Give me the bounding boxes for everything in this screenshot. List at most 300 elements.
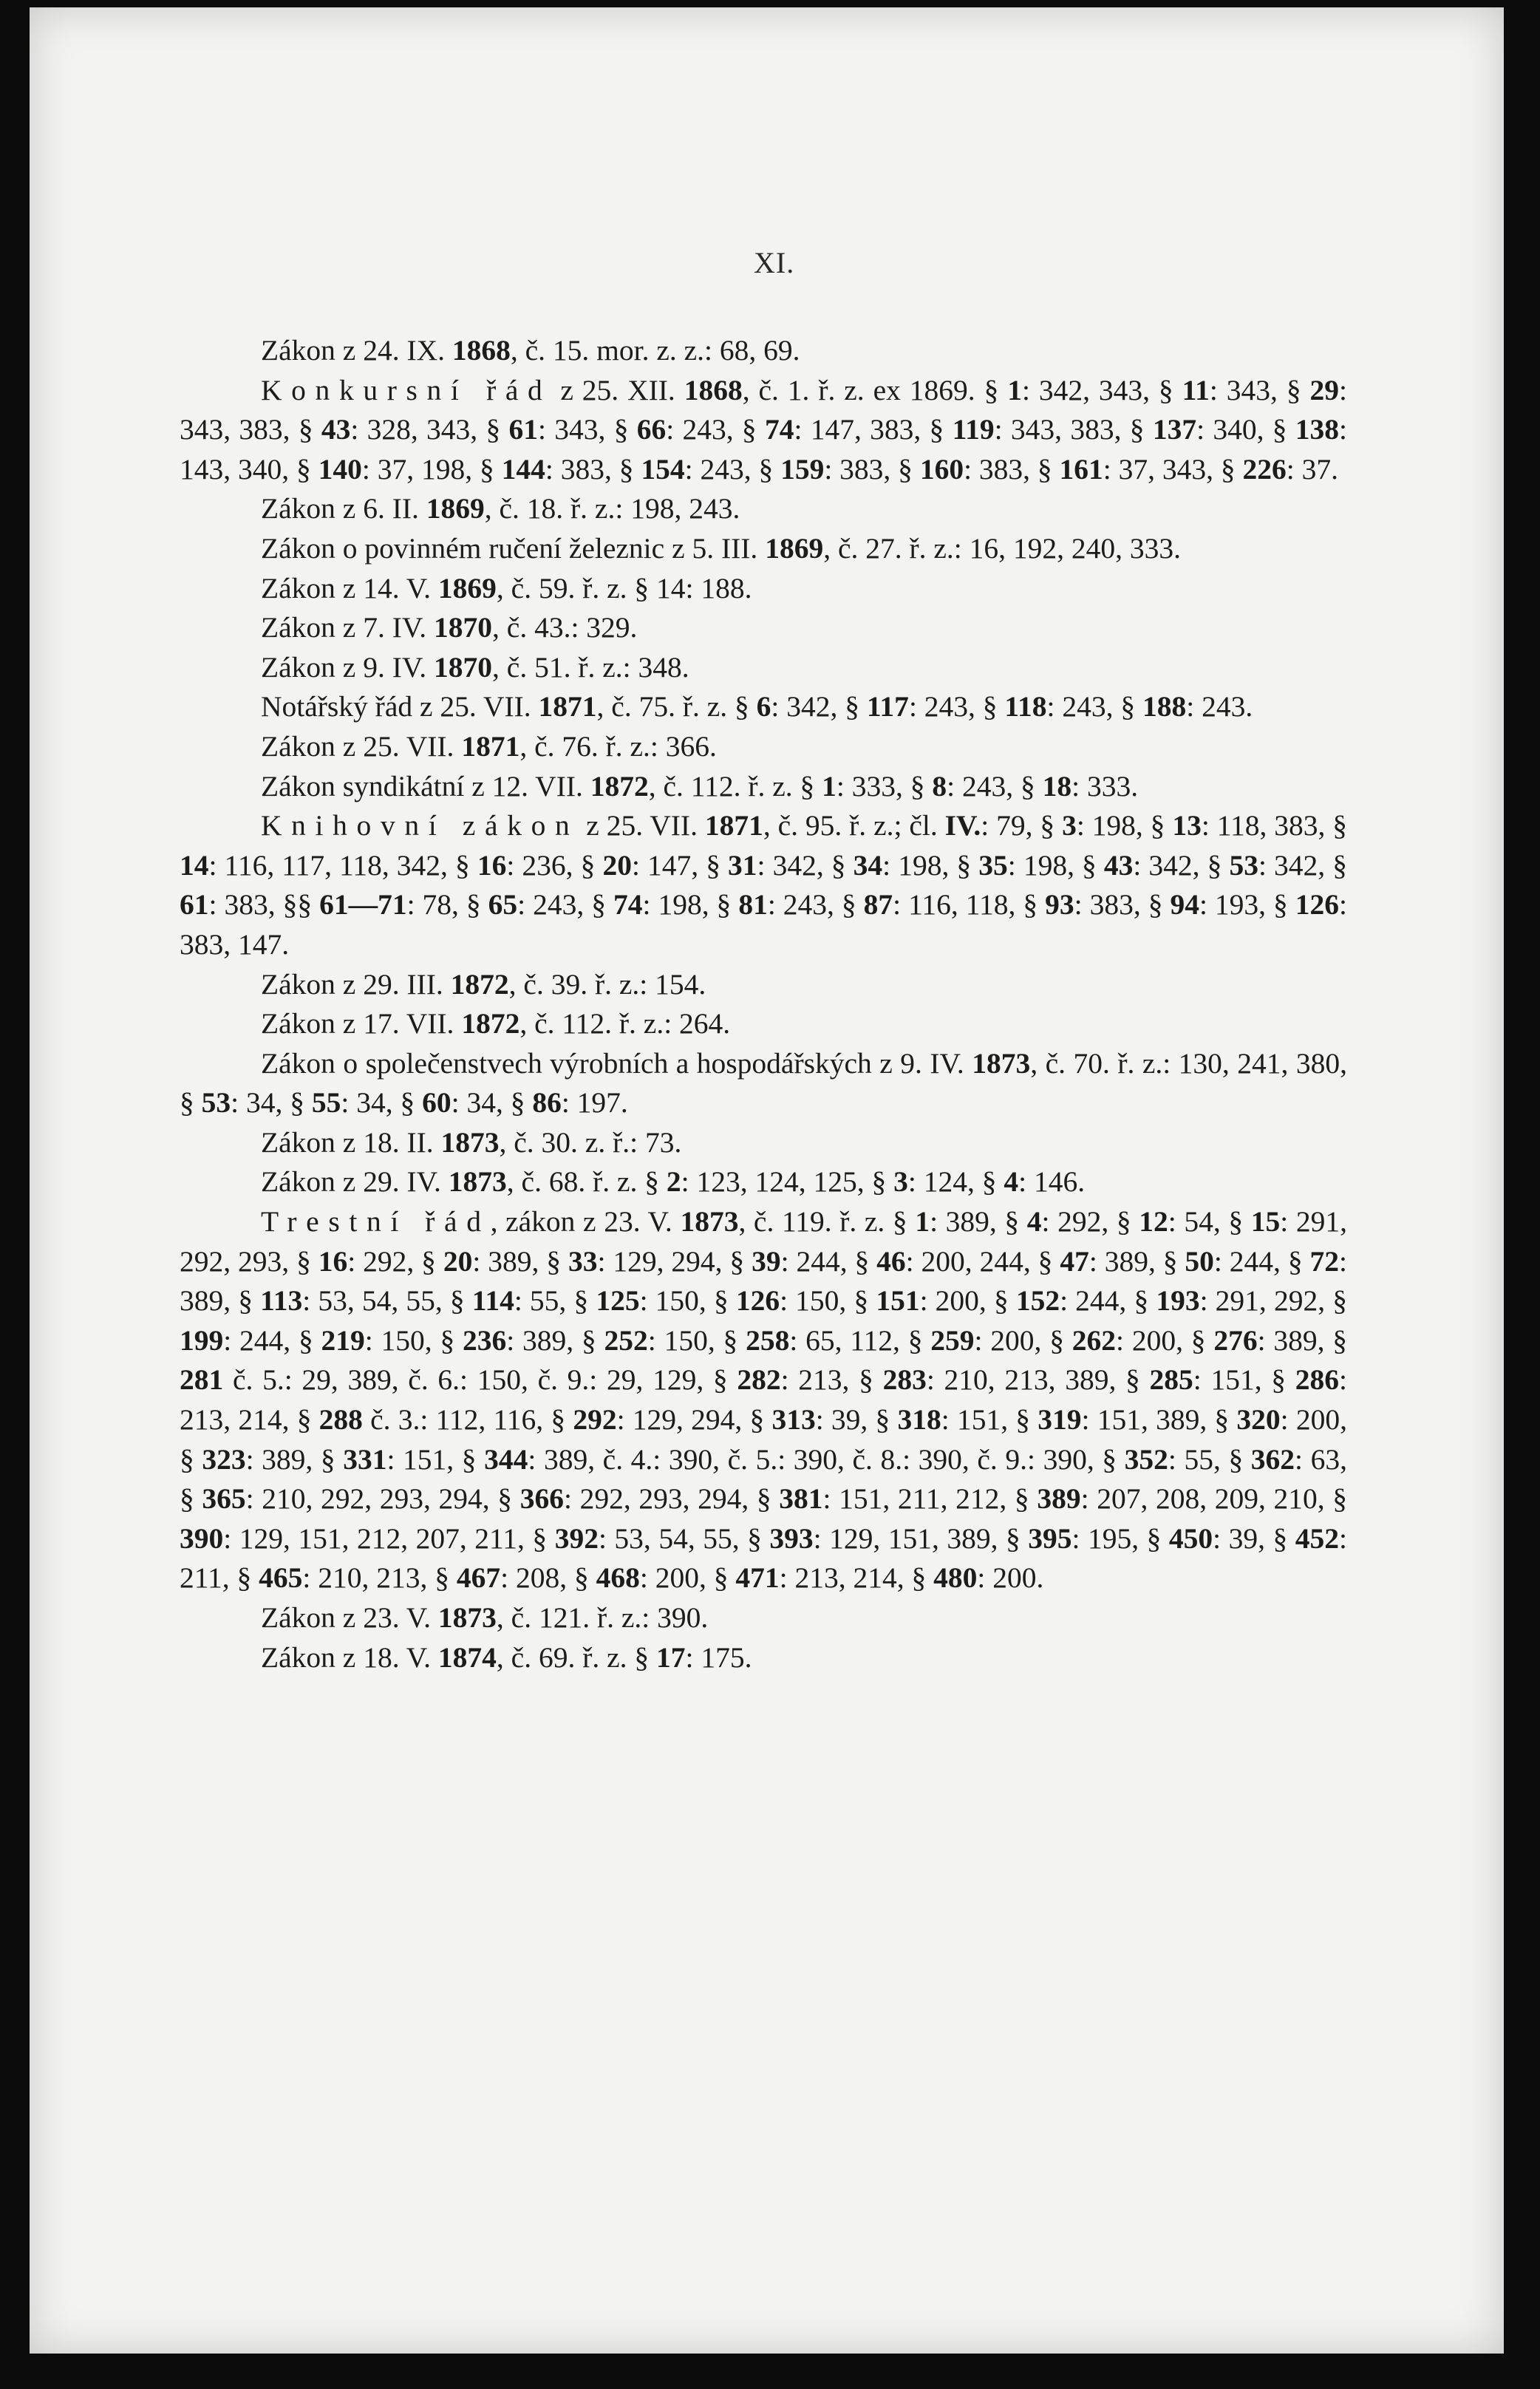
entry-bold-number: 4: [1004, 1165, 1019, 1199]
index-entry: [180, 727, 1347, 767]
entry-text: z 25. VII.: [579, 809, 705, 842]
entry-text: : 243, §: [517, 888, 613, 921]
entry-text: , č. 27. ř. z.: 16, 192, 240, 333.: [823, 531, 1182, 565]
entry-bold-number: 467: [456, 1561, 501, 1595]
entry-text: : 53, 54, 55, §: [302, 1284, 472, 1318]
entry-bold-number: 74: [613, 888, 643, 921]
entry-text: : 78, §: [406, 888, 488, 921]
entry-bold-number: 60: [422, 1086, 452, 1119]
entry-bold-number: 2: [666, 1165, 681, 1199]
entry-bold-number: 43: [1103, 848, 1134, 882]
entry-text: , č. 30. z. ř.: 73.: [499, 1125, 682, 1159]
entry-bold-number: 137: [1152, 413, 1197, 446]
entry-text: : 211, §: [180, 1521, 1347, 1595]
entry-text: : 343, §: [1209, 373, 1310, 406]
entry-text: : 34, §: [451, 1086, 533, 1119]
entry-text: : 210, 213, §: [302, 1561, 457, 1595]
entry-bold-number: 20: [602, 848, 632, 882]
entry-text: : 151, §: [386, 1442, 485, 1476]
entry-text: : 342, §: [757, 848, 854, 882]
index-entry: [180, 569, 1347, 609]
entry-text: : 55, §: [514, 1284, 596, 1318]
entry-text: : 383, §§: [208, 888, 320, 921]
entry-bold-number: 1869: [437, 571, 497, 604]
entry-bold-number: 113: [260, 1284, 303, 1318]
entry-text: : 193, §: [1199, 888, 1295, 921]
entry-text: : 207, 208, 209, 210, §: [1080, 1482, 1347, 1516]
entry-bold-number: 1874: [437, 1640, 497, 1674]
entry-bold-number: 159: [780, 452, 825, 485]
index-entry: [180, 687, 1347, 727]
index-entry: [180, 806, 1347, 964]
entry-text: : 213, 214, §: [779, 1561, 934, 1595]
entry-bold-number: 87: [863, 888, 893, 921]
entry-text: : 150, §: [780, 1284, 876, 1318]
entry-bold-number: 114: [471, 1284, 514, 1318]
entry-text: , zákon z 23. V.: [490, 1205, 681, 1238]
entry-text: : 151, §: [941, 1403, 1038, 1437]
index-entry: [180, 767, 1347, 807]
entry-text: : 150, §: [647, 1323, 746, 1357]
entry-text: : 244, §: [780, 1244, 877, 1278]
entry-text: , č. 18. ř. z.: 198, 243.: [484, 492, 740, 525]
entry-bold-number: 31: [728, 848, 757, 882]
entry-text: : 200, §: [639, 1561, 736, 1595]
entry-text: : 198, §: [882, 848, 979, 882]
entry-bold-number: 34: [853, 848, 883, 882]
entry-bold-number: 46: [876, 1244, 906, 1278]
entry-text: : 198, §: [1076, 809, 1173, 842]
entry-text: : 383, §: [545, 452, 641, 485]
entry-text: : 65, 112, §: [789, 1323, 931, 1357]
entry-bold-number: 188: [1142, 690, 1187, 723]
entry-bold-number: 8: [932, 769, 947, 802]
entry-bold-number: 381: [779, 1482, 823, 1516]
entry-text: , č. 75. ř. z. §: [596, 690, 757, 723]
entry-text: : 243.: [1186, 690, 1253, 723]
entry-text: Zákon syndikátní z 12. VII.: [261, 769, 590, 802]
entry-text: : 389, §: [245, 1442, 344, 1476]
entry-bold-number: 1872: [590, 769, 649, 802]
entry-text: : 39, §: [1213, 1521, 1295, 1555]
entry-text: : 208, §: [500, 1561, 596, 1595]
entry-text: , č. 51. ř. z.: 348.: [492, 650, 689, 684]
entry-bold-number: 125: [596, 1284, 640, 1318]
entry-text: : 123, 124, 125, §: [681, 1165, 894, 1199]
entry-bold-number: 471: [735, 1561, 780, 1595]
page-number: XI.: [754, 246, 795, 279]
entry-text: : 124, §: [907, 1165, 1004, 1199]
entry-text: : 200.: [977, 1561, 1044, 1595]
entry-bold-number: 151: [876, 1284, 920, 1318]
entry-bold-number: 12: [1139, 1205, 1168, 1238]
entry-bold-number: 288: [318, 1403, 363, 1437]
entry-bold-number: 161: [1059, 452, 1103, 485]
entry-text: Zákon z 24. IX.: [261, 334, 452, 367]
entry-text: : 34, §: [231, 1086, 312, 1119]
entry-bold-number: 390: [180, 1521, 224, 1555]
entry-text: : 244, §: [1213, 1244, 1310, 1278]
entry-bold-number: 262: [1071, 1323, 1117, 1357]
entry-bold-number: 53: [1229, 848, 1258, 882]
entry-bold-number: 33: [568, 1244, 598, 1278]
entry-bold-number: 20: [443, 1244, 473, 1278]
entry-bold-number: 393: [769, 1521, 814, 1555]
entry-bold-number: 199: [180, 1323, 224, 1357]
book-page: [30, 7, 1504, 2354]
entry-bold-number: 86: [532, 1086, 562, 1119]
entry-text: , č. 95. ř. z.; čl.: [763, 809, 945, 842]
entry-bold-number: 395: [1028, 1521, 1072, 1555]
entry-text: č. 3.: 112, 116, §: [362, 1403, 573, 1437]
entry-bold-number: 219: [321, 1323, 365, 1357]
entry-bold-number: 281: [180, 1363, 224, 1397]
entry-text: Zákon o společenstvech výrobních a hospodářských z 9. IV.: [261, 1046, 972, 1080]
entry-text: Zákon z 23. V.: [261, 1601, 438, 1634]
entry-bold-number: 362: [1250, 1442, 1295, 1476]
entry-text: : 243, §: [1046, 690, 1142, 723]
entry-bold-number: 286: [1295, 1363, 1339, 1397]
entry-bold-number: 16: [318, 1244, 348, 1278]
index-entry: [180, 1004, 1347, 1044]
entry-bold-number: 1873: [972, 1046, 1031, 1080]
entry-text: : 55, §: [1168, 1442, 1251, 1476]
entry-text: : 198, §: [642, 888, 739, 921]
entry-bold-number: 61—71: [319, 888, 407, 921]
index-entry: [180, 489, 1347, 529]
entry-text: : 389, §: [1088, 1244, 1185, 1278]
entry-bold-number: 66: [636, 413, 667, 446]
entry-text: : 200, §: [974, 1323, 1072, 1357]
entry-bold-number: 1: [1007, 373, 1022, 406]
entry-bold-number: 16: [477, 848, 507, 882]
entry-text: : 150, §: [639, 1284, 736, 1318]
entry-bold-number: 283: [882, 1363, 927, 1397]
entry-bold-number: 1871: [461, 729, 520, 763]
entry-text: : 34, §: [341, 1086, 423, 1119]
entry-text: : 210, 292, 293, 294, §: [245, 1482, 520, 1516]
entry-bold-number: 1872: [461, 1007, 520, 1040]
entry-bold-number: 154: [641, 452, 685, 485]
index-entry: [180, 1044, 1347, 1123]
entry-text: Zákon z 18. V.: [261, 1640, 438, 1674]
entry-text: : 342, 343, §: [1021, 373, 1182, 406]
entry-text: : 147, §: [631, 848, 729, 882]
entry-text: : 383, §: [964, 452, 1060, 485]
entry-text: , č. 59. ř. z. § 14: 188.: [496, 571, 752, 604]
index-entry: [180, 1123, 1347, 1163]
entry-bold-number: 365: [202, 1482, 246, 1516]
entry-bold-number: 61: [180, 888, 209, 921]
entry-bold-number: 331: [343, 1442, 387, 1476]
index-entry: [180, 608, 1347, 648]
entry-text: : 195, §: [1071, 1521, 1169, 1555]
index-entry: [180, 1162, 1347, 1202]
entry-bold-number: 252: [604, 1323, 648, 1357]
entry-text: Zákon o povinném ručení železnic z 5. III.: [261, 531, 766, 565]
entry-text: , č. 112. ř. z. §: [648, 769, 822, 802]
entry-text: : 147, 383, §: [794, 413, 953, 446]
index-entry: [180, 331, 1347, 371]
entry-text: : 389, §: [180, 1244, 1347, 1318]
entry-bold-number: 450: [1168, 1521, 1213, 1555]
entry-bold-number: 15: [1250, 1205, 1281, 1238]
entry-bold-number: 1871: [704, 809, 763, 842]
index-entry: [180, 1638, 1347, 1678]
entry-text: : 151, §: [1193, 1363, 1295, 1397]
entry-text: , č. 76. ř. z.: 366.: [519, 729, 717, 763]
entry-spaced-title: Knihovní zákon: [261, 809, 579, 842]
entry-text: : 146.: [1018, 1165, 1086, 1199]
entry-bold-number: 18: [1042, 769, 1072, 802]
entry-bold-number: 1873: [448, 1165, 507, 1199]
entry-text: : 389, §: [506, 1323, 604, 1357]
entry-text: : 291, 292, §: [1199, 1284, 1347, 1318]
entry-text: : 79, §: [981, 809, 1063, 842]
entry-text: : 244, §: [223, 1323, 321, 1357]
entry-bold-number: 323: [202, 1442, 246, 1476]
entry-bold-number: 43: [321, 413, 351, 446]
index-entry: [180, 371, 1347, 490]
entry-bold-number: 144: [501, 452, 545, 485]
entry-text: , č. 1. ř. z. ex 1869. §: [742, 373, 1008, 406]
entry-bold-number: 11: [1182, 373, 1210, 406]
entry-bold-number: 352: [1124, 1442, 1168, 1476]
entry-bold-number: IV.: [944, 809, 981, 842]
entry-bold-number: 160: [919, 452, 964, 485]
entry-bold-number: 1873: [440, 1125, 500, 1159]
entry-bold-number: 74: [764, 413, 794, 446]
entry-text: : 383, §: [1074, 888, 1171, 921]
entry-bold-number: 126: [1295, 888, 1340, 921]
entry-text: Zákon z 18. II.: [261, 1125, 441, 1159]
entry-bold-number: 1872: [450, 967, 509, 1001]
entry-text: Zákon z 17. VII.: [261, 1007, 462, 1040]
entry-text: : 54, §: [1168, 1205, 1251, 1238]
entry-text: Zákon z 6. II.: [261, 492, 426, 525]
entry-bold-number: 29: [1309, 373, 1339, 406]
index-entry: [180, 529, 1347, 569]
entry-bold-number: 4: [1026, 1205, 1042, 1238]
entry-text: : 243, §: [908, 690, 1005, 723]
index-entry: [180, 648, 1347, 688]
index-entry: [180, 1598, 1347, 1638]
entry-text: , č. 69. ř. z. §: [496, 1640, 657, 1674]
entry-text: : 340, §: [1196, 413, 1295, 446]
entry-text: : 342, §: [1133, 848, 1230, 882]
entry-text: : 213, 214, §: [180, 1363, 1347, 1437]
entry-bold-number: 39: [752, 1244, 781, 1278]
entry-text: , č. 43.: 329.: [492, 611, 638, 644]
entry-bold-number: 313: [771, 1403, 816, 1437]
entry-text: , č. 121. ř. z.: 390.: [496, 1601, 709, 1634]
entry-text: : 383, §: [824, 452, 920, 485]
entry-bold-number: 14: [180, 848, 209, 882]
entry-bold-number: 226: [1242, 452, 1287, 485]
entry-text: : 343, 383, §: [180, 373, 1347, 446]
entry-text: : 243, §: [666, 413, 765, 446]
entry-text: : 151, 389, §: [1081, 1403, 1237, 1437]
entry-text: : 243, §: [767, 888, 864, 921]
entry-bold-number: 452: [1295, 1521, 1339, 1555]
entry-bold-number: 389: [1037, 1482, 1081, 1516]
entry-bold-number: 1870: [434, 650, 493, 684]
entry-text: : 197.: [561, 1086, 628, 1119]
entry-text: : 37, 343, §: [1103, 452, 1243, 485]
entry-bold-number: 1869: [765, 531, 824, 565]
entry-text: Zákon z 9. IV.: [261, 650, 435, 684]
entry-bold-number: 468: [596, 1561, 640, 1595]
entry-text: : 328, 343, §: [350, 413, 509, 446]
entry-text: : 389, č. 4.: 390, č. 5.: 390, č. 8.: 390, č. 9.: 390, §: [528, 1442, 1125, 1476]
entry-spaced-title: Trestní řád: [261, 1205, 491, 1238]
entry-bold-number: 292: [573, 1403, 617, 1437]
entry-bold-number: 1868: [452, 334, 511, 367]
entry-text: : 342, §: [1258, 848, 1347, 882]
entry-bold-number: 126: [735, 1284, 780, 1318]
entry-text: : 389, §: [930, 1205, 1027, 1238]
entry-text: : 292, 293, 294, §: [563, 1482, 780, 1516]
entry-bold-number: 1: [822, 769, 837, 802]
entry-bold-number: 119: [952, 413, 995, 446]
entry-bold-number: 53: [201, 1086, 231, 1119]
entry-text: z 25. XII.: [551, 373, 684, 406]
entry-bold-number: 3: [893, 1165, 908, 1199]
entry-bold-number: 319: [1038, 1403, 1082, 1437]
entry-text: : 243, §: [947, 769, 1043, 802]
entry-text: : 244, §: [1060, 1284, 1156, 1318]
entry-bold-number: 276: [1213, 1323, 1258, 1357]
entry-text: : 243, §: [684, 452, 781, 485]
entry-text: : 129, 151, 389, §: [813, 1521, 1029, 1555]
entry-bold-number: 1871: [538, 690, 597, 723]
entry-text: : 210, 213, 389, §: [926, 1363, 1150, 1397]
entry-bold-number: 318: [897, 1403, 941, 1437]
entry-text: : 151, 211, 212, §: [822, 1482, 1038, 1516]
entry-text: : 292, §: [347, 1244, 443, 1278]
entry-text: : 63, §: [180, 1442, 1347, 1516]
entry-text: : 343, 383, §: [994, 413, 1153, 446]
index-entry: [180, 965, 1347, 1005]
entry-text: : 116, 117, 118, 342, §: [208, 848, 477, 882]
entry-spaced-title: Konkursní řád: [261, 373, 552, 406]
entry-text: : 200, §: [919, 1284, 1016, 1318]
index-entry: [180, 1202, 1347, 1598]
entry-bold-number: 140: [318, 452, 362, 485]
entry-bold-number: 3: [1062, 809, 1077, 842]
entry-text: : 198, §: [1007, 848, 1104, 882]
entry-text: : 53, 54, 55, §: [598, 1521, 770, 1555]
entry-text: : 200, 244, §: [905, 1244, 1060, 1278]
entry-bold-number: 1868: [684, 373, 743, 406]
entry-bold-number: 320: [1236, 1403, 1281, 1437]
entry-text: , č. 119. ř. z. §: [738, 1205, 916, 1238]
entry-bold-number: 282: [737, 1363, 781, 1397]
entry-text: Notářský řád z 25. VII.: [261, 690, 539, 723]
entry-text: : 116, 118, §: [893, 888, 1046, 921]
entry-bold-number: 152: [1015, 1284, 1060, 1318]
entry-bold-number: 138: [1295, 413, 1340, 446]
entry-bold-number: 17: [656, 1640, 686, 1674]
entry-bold-number: 193: [1156, 1284, 1200, 1318]
entry-bold-number: 344: [484, 1442, 528, 1476]
entry-bold-number: 35: [978, 848, 1008, 882]
entry-bold-number: 47: [1060, 1244, 1089, 1278]
entry-text: : 292, §: [1041, 1205, 1139, 1238]
entry-text: Zákon z 7. IV.: [261, 611, 435, 644]
entry-text: : 389, §: [472, 1244, 568, 1278]
entry-text: Zákon z 25. VII.: [261, 729, 462, 763]
entry-bold-number: 480: [933, 1561, 978, 1595]
entry-bold-number: 1: [915, 1205, 930, 1238]
entry-bold-number: 50: [1185, 1244, 1214, 1278]
entry-text: : 143, 340, §: [180, 413, 1348, 485]
entry-text: : 342, §: [771, 690, 867, 723]
entry-bold-number: 81: [738, 888, 768, 921]
entry-text: : 200, §: [1116, 1323, 1214, 1357]
entry-bold-number: 93: [1045, 888, 1074, 921]
entry-text: : 333, §: [836, 769, 933, 802]
entry-text: , č. 39. ř. z.: 154.: [508, 967, 706, 1001]
entry-bold-number: 117: [866, 690, 909, 723]
entry-text: : 236, §: [506, 848, 603, 882]
entry-bold-number: 72: [1309, 1244, 1339, 1278]
entry-text: : 118, 383, §: [1201, 809, 1347, 842]
entry-bold-number: 1873: [680, 1205, 739, 1238]
entry-bold-number: 285: [1149, 1363, 1193, 1397]
entry-bold-number: 236: [463, 1323, 507, 1357]
entry-bold-number: 258: [746, 1323, 790, 1357]
entry-text: Zákon z 29. IV.: [261, 1165, 449, 1199]
entry-text: : 200, §: [180, 1403, 1347, 1476]
entry-bold-number: 13: [1172, 809, 1202, 842]
entry-bold-number: 94: [1170, 888, 1199, 921]
entry-bold-number: 1870: [434, 611, 493, 644]
entry-text: Zákon z 14. V.: [261, 571, 438, 604]
entry-text: : 129, 294, §: [597, 1244, 752, 1278]
entry-text: č. 5.: 29, 389, č. 6.: 150, č. 9.: 29, 129, §: [223, 1363, 737, 1397]
entry-bold-number: 65: [488, 888, 518, 921]
entry-bold-number: 392: [554, 1521, 599, 1555]
entry-text: : 37, 198, §: [361, 452, 502, 485]
entry-text: : 343, §: [538, 413, 637, 446]
entry-text: Zákon z 29. III.: [261, 967, 451, 1001]
entry-text: , č. 70. ř. z.: 130, 241, 380, §: [180, 1046, 1347, 1119]
entry-bold-number: 1869: [426, 492, 485, 525]
entry-bold-number: 465: [259, 1561, 303, 1595]
index-text: [180, 331, 1347, 1677]
entry-bold-number: 61: [508, 413, 539, 446]
entry-text: : 333.: [1071, 769, 1139, 802]
entry-text: : 39, §: [815, 1403, 898, 1437]
entry-text: : 150, §: [364, 1323, 463, 1357]
entry-bold-number: 55: [311, 1086, 341, 1119]
entry-text: , č. 68. ř. z. §: [506, 1165, 667, 1199]
entry-text: : 291, 292, 293, §: [180, 1205, 1347, 1278]
entry-bold-number: 366: [519, 1482, 564, 1516]
entry-text: : 389, §: [1257, 1323, 1348, 1357]
entry-text: : 383, 147.: [180, 888, 1348, 961]
entry-text: : 213, §: [780, 1363, 883, 1397]
entry-text: : 129, 294, §: [616, 1403, 772, 1437]
entry-text: : 37.: [1286, 452, 1339, 485]
entry-text: , č. 112. ř. z.: 264.: [519, 1007, 731, 1040]
entry-bold-number: 259: [930, 1323, 975, 1357]
entry-text: , č. 15. mor. z. z.: 68, 69.: [510, 334, 800, 367]
entry-bold-number: 1873: [437, 1601, 497, 1634]
entry-text: : 129, 151, 212, 207, 211, §: [223, 1521, 555, 1555]
entry-bold-number: 6: [756, 690, 771, 723]
